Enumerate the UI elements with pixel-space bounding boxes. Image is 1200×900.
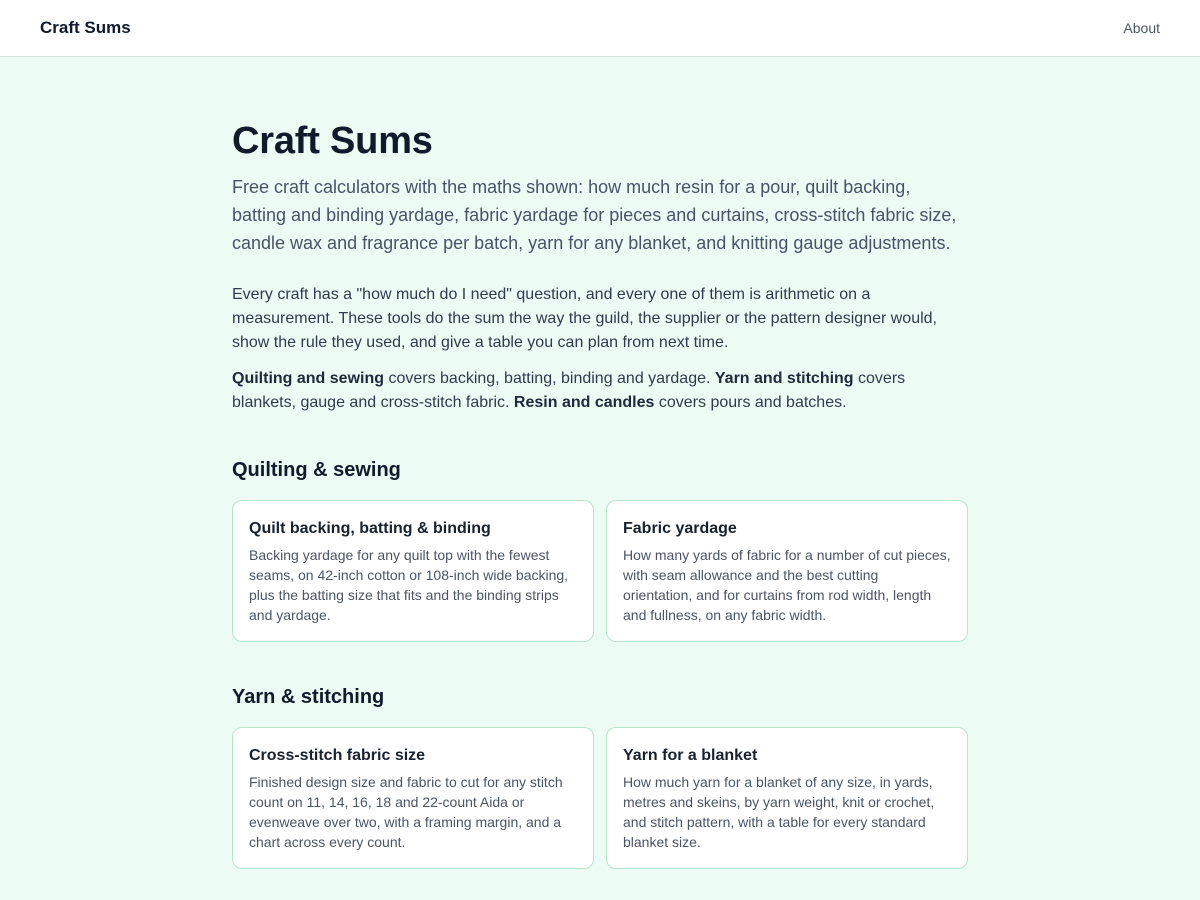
summary-quilting-label: Quilting and sewing: [232, 370, 384, 387]
card-cross-stitch-fabric[interactable]: [232, 727, 594, 869]
card-description: Finished design size and fabric to cut for any stitch count on 11, 14, 16, 18 and 22-count Aida or evenweave over two, with a framing margin, and a chart across every count.: [249, 774, 563, 850]
card-description: Backing yardage for any quilt top with the fewest seams, on 42-inch cotton or 108-inch wide backing, plus the batting size that fits and the binding strips and yardage.: [249, 547, 569, 623]
card-yarn-blanket[interactable]: [606, 727, 968, 869]
card-title: Cross-stitch fabric size: [249, 747, 426, 764]
brand-link[interactable]: Craft Sums: [40, 18, 131, 37]
card-title: Quilt backing, batting & binding: [249, 520, 491, 537]
page-lede: Free craft calculators with the maths shown: how much resin for a pour, quilt backing, batting and binding yardage, fabric yardage for pieces and curtains, cross-stitch fabric size, candle wax and fragrance per batch, yarn for any blanket, and knitting gauge adjustments.: [232, 177, 957, 253]
card-quilt-backing[interactable]: [232, 500, 594, 642]
top-nav-bar: [0, 0, 1200, 57]
card-description: How many yards of fabric for a number of cut pieces, with seam allowance and the best cutting orientation, and for curtains from rod width, length and fullness, on any fabric width.: [623, 547, 951, 623]
card-title: Yarn for a blanket: [623, 747, 758, 764]
section-yarn-stitching: [232, 684, 968, 869]
page-title: Craft Sums: [232, 120, 433, 162]
card-grid-yarn: [232, 727, 968, 869]
card-fabric-yardage[interactable]: [606, 500, 968, 642]
summary-quilting-text: covers backing, batting, binding and yardage.: [384, 370, 715, 387]
card-title: Fabric yardage: [623, 520, 737, 537]
main-content: [232, 57, 968, 869]
section-heading-yarn: Yarn & stitching: [232, 686, 385, 708]
card-description: How much yarn for a blanket of any size, in yards, metres and skeins, by yarn weight, knit or crochet, and stitch pattern, with a table for every standard blanket size.: [623, 774, 935, 850]
nav-about-link[interactable]: About: [1123, 20, 1160, 36]
summary-paragraph: [232, 367, 968, 415]
intro-paragraph: Every craft has a "how much do I need" question, and every one of them is arithmetic on a measurement. These tools do the sum the way the guild, the supplier or the pattern designer would, show the rule they used, and give a table you can plan from next time.: [232, 286, 937, 351]
summary-yarn-label: Yarn and stitching: [714, 370, 854, 387]
card-grid-quilting: [232, 500, 968, 642]
section-heading-quilting: Quilting & sewing: [232, 459, 401, 481]
summary-resin-text: covers pours and batches.: [654, 394, 847, 411]
summary-resin-label: Resin and candles: [513, 394, 655, 411]
summary-yarn-text: covers blankets, gauge and cross-stitch fabric.: [232, 370, 906, 411]
section-quilting-sewing: [232, 457, 968, 642]
